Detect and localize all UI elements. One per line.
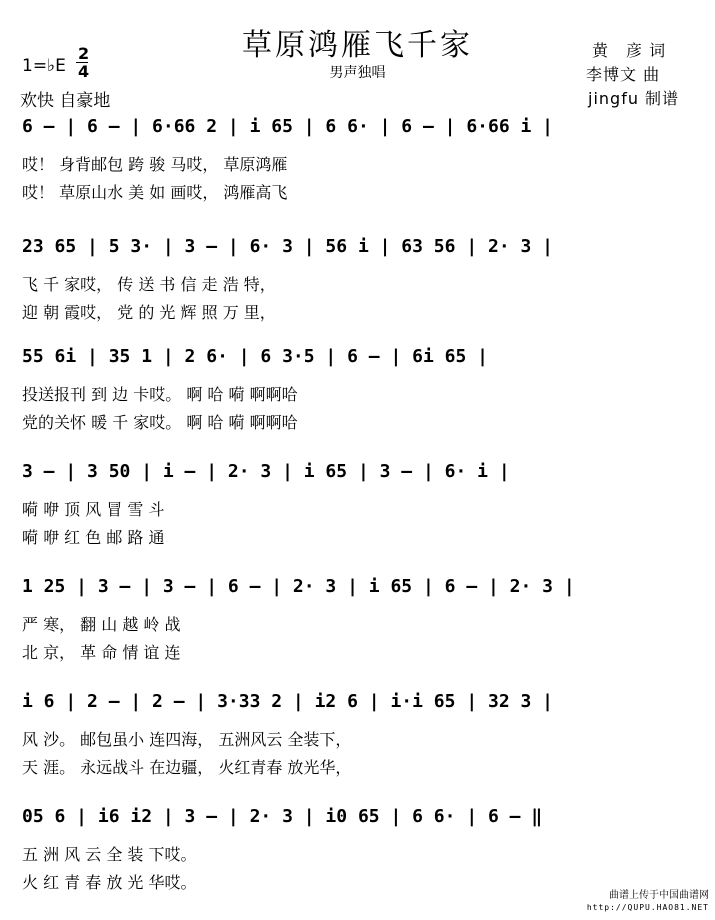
lyric-verse-2: 火 红 青 春 放 光 华哎。 (22, 873, 197, 892)
lyric-verse-2: 北 京， 革 命 情 谊 连 (22, 643, 181, 662)
notation-line: 23 65 | 5 3· | 3 – | 6· 3 | 56 i | 63 56 | 2· 3 | (22, 236, 554, 257)
lyric-verse-1: 投送报刊 到 边 卡哎。 啊 哈 嗬 啊啊哈 (22, 385, 298, 404)
lyricist-credit: 黄 彦 词 (592, 41, 667, 60)
lyric-verse-2: 党的关怀 暖 千 家哎。 啊 哈 嗬 啊啊哈 (22, 413, 298, 432)
time-sig-line (76, 62, 88, 63)
watermark-line-2: http://QUPU.HAO81.NET (586, 903, 709, 912)
lyric-verse-1: 风 沙。 邮包虽小 连四海， 五洲风云 全装下， (22, 730, 352, 749)
song-title: 草原鸿雁飞千家 (242, 28, 473, 63)
notation-line: 3 – | 3 50 | i – | 2· 3 | i 65 | 3 – | 6· i | (22, 461, 510, 482)
notation-line: i 6 | 2 – | 2 – | 3·33 2 | i2 6 | i·i 65 | 32 3 | (22, 691, 554, 712)
engraver-credit: jingfu 制谱 (588, 89, 680, 108)
watermark-line-1: 曲谱上传于中国曲谱网 (609, 890, 709, 901)
lyric-verse-1: 嗬 咿 顶 风 冒 雪 斗 (22, 500, 165, 519)
key-signature: 1=♭E (22, 56, 66, 76)
lyric-verse-2: 哎！ 草原山水 美 如 画哎， 鸿雁高飞 (22, 183, 288, 202)
lyric-verse-1: 飞 千 家哎， 传 送 书 信 走 浩 特， (22, 275, 276, 294)
lyric-verse-1: 哎！ 身背邮包 跨 骏 马哎， 草原鸿雁 (22, 155, 288, 174)
lyric-verse-2: 迎 朝 霞哎， 党 的 光 辉 照 万 里， (22, 303, 276, 322)
composer-credit: 李博文 曲 (586, 65, 661, 84)
lyric-verse-1: 严 寒， 翻 山 越 岭 战 (22, 615, 181, 634)
tempo-marking: 欢快 自豪地 (20, 91, 111, 111)
notation-line: 05 6 | i6 i2 | 3 – | 2· 3 | i0 65 | 6 6· | 6 – ‖ (22, 806, 543, 827)
time-sig-top: 2 (78, 44, 90, 63)
time-sig-bottom: 4 (78, 62, 90, 81)
watermark (587, 890, 709, 914)
notation-line: 55 6i | 35 1 | 2 6· | 6 3·5 | 6 – | 6i 65 | (22, 346, 488, 367)
lyric-verse-2: 天 涯。 永远战斗 在边疆， 火红青春 放光华， (22, 758, 352, 777)
notation-line: 6 – | 6 – | 6·66 2 | i 65 | 6 6· | 6 – | 6·66 i | (22, 116, 554, 137)
notation-line: 1 25 | 3 – | 3 – | 6 – | 2· 3 | i 65 | 6 – | 2· 3 | (22, 576, 575, 597)
lyric-verse-1: 五 洲 风 云 全 装 下哎。 (22, 845, 197, 864)
song-subtitle: 男声独唱 (329, 65, 386, 81)
lyric-verse-2: 嗬 咿 红 色 邮 路 通 (22, 528, 165, 547)
